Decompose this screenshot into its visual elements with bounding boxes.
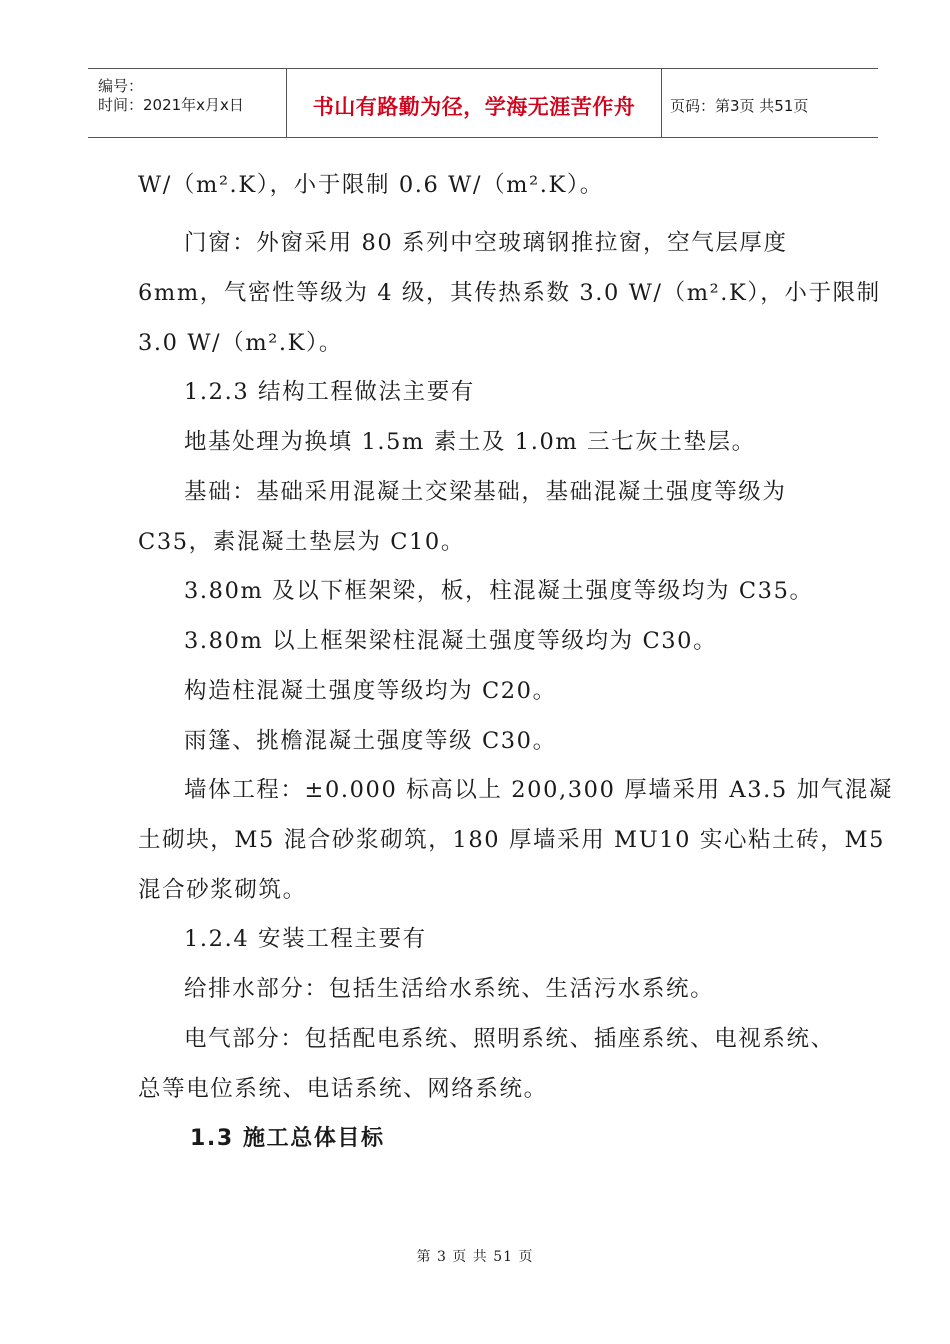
subsection-title: 1.2.3 结构工程做法主要有 — [184, 379, 475, 405]
page-header — [88, 68, 878, 138]
header-motto: 书山有路勤为径，学海无涯苦作舟 — [312, 95, 636, 119]
body-line: 给排水部分：包括生活给水系统、生活污水系统。 — [184, 976, 715, 1002]
body-line: 墙体工程：±0.000 标高以上 200,300 厚墙采用 A3.5 加气混凝 — [184, 777, 894, 803]
document-time-label: 时间：2021年x月x日 — [98, 96, 244, 114]
body-line: 混合砂浆砌筑。 — [138, 877, 307, 903]
body-line: 3.80m 及以下框架梁，板，柱混凝土强度等级均为 C35。 — [184, 578, 814, 604]
body-line: 门窗：外窗采用 80 系列中空玻璃钢推拉窗，空气层厚度 — [184, 230, 788, 256]
body-line: 电气部分：包括配电系统、照明系统、插座系统、电视系统、 — [184, 1026, 835, 1052]
body-line: 6mm，气密性等级为 4 级，其传热系数 3.0 W/（m².K），小于限制 — [138, 280, 881, 306]
header-meta-cell — [88, 69, 287, 137]
body-line: 构造柱混凝土强度等级均为 C20。 — [184, 678, 557, 704]
body-line: 3.80m 以上框架梁柱混凝土强度等级均为 C30。 — [184, 628, 718, 654]
body-line: 雨篷、挑檐混凝土强度等级 C30。 — [184, 728, 557, 754]
body-line: 土砌块，M5 混合砂浆砌筑，180 厚墙采用 MU10 实心粘土砖，M5 — [138, 827, 885, 853]
header-motto-cell — [287, 69, 662, 137]
document-number-label: 编号： — [98, 77, 144, 95]
body-line: 总等电位系统、电话系统、网络系统。 — [138, 1076, 548, 1102]
body-line: W/（m².K），小于限制 0.6 W/（m².K）。 — [138, 172, 604, 198]
body-line: C35，素混凝土垫层为 C10。 — [138, 529, 465, 555]
page-footer: 第 3 页 共 51 页 — [416, 1249, 534, 1265]
subsection-title: 1.2.4 安装工程主要有 — [184, 926, 427, 952]
body-line: 地基处理为换填 1.5m 素土及 1.0m 三七灰土垫层。 — [184, 429, 756, 455]
body-line: 3.0 W/（m².K）。 — [138, 330, 344, 356]
header-page-info: 页码：第3页 共51页 — [670, 97, 809, 115]
body-line: 基础：基础采用混凝土交梁基础，基础混凝土强度等级为 — [184, 479, 787, 505]
section-heading: 1.3 施工总体目标 — [190, 1126, 385, 1151]
header-page-cell — [662, 69, 878, 137]
